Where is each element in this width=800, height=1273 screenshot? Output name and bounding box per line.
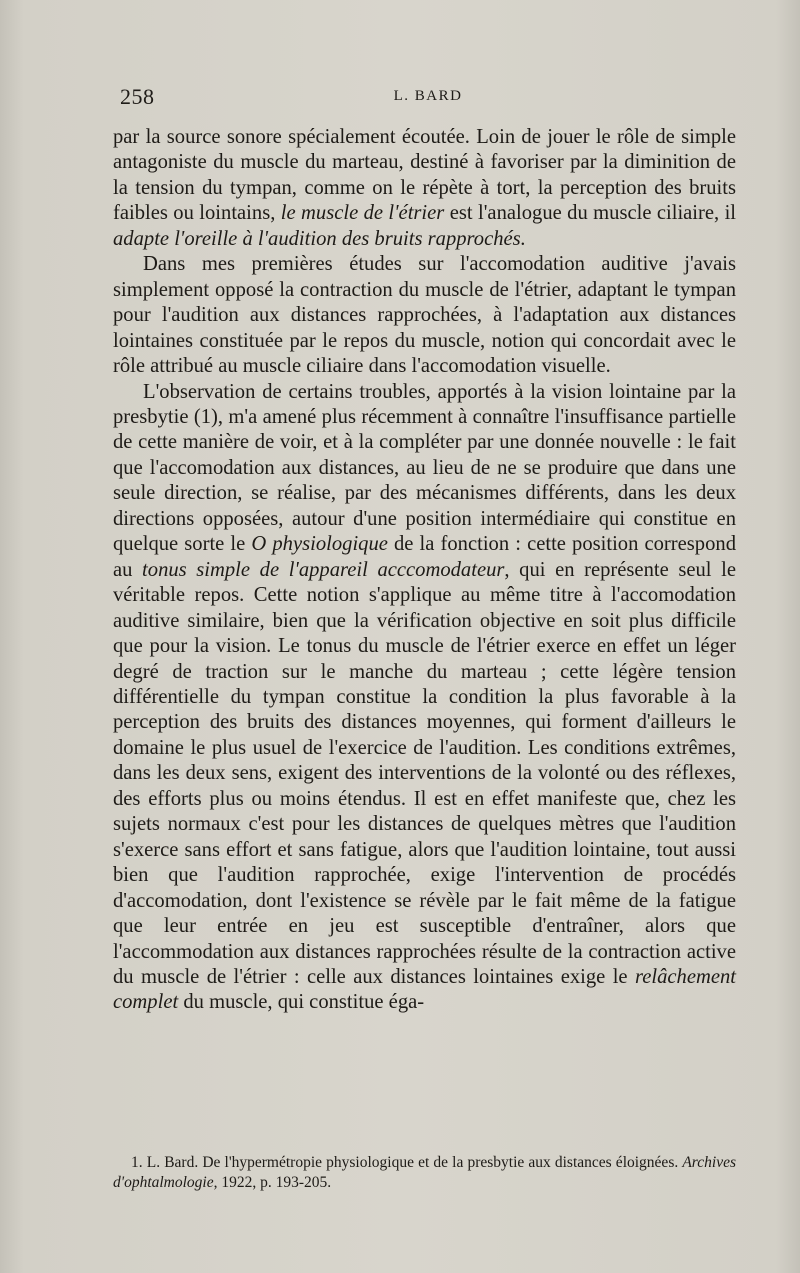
body-text [113, 125, 736, 1016]
text-run: Dans mes premières études sur l'accomodation auditive j'avais simplement opposé la contraction du muscle de l'étrier, adaptant le tympan pour l'audition aux distances rapprochées, à l'adaptation aux distances lointaines constituée par le repos du muscle, notion qui concordait avec le rôle attribué au muscle ciliaire dans l'accomodation visuelle. [113, 253, 736, 378]
text-run: par la source sonore spécialement écoutée. Loin de jouer le rôle de simple antagoniste du muscle du marteau, destiné à favoriser par la diminition de la tension du tympan, comme on le répète à tort, la perception des bruits faibles ou lointains, [113, 126, 736, 225]
text-run: 1. L. Bard. De l'hypermétropie physiologique et de la presbytie aux distances éloignées. [131, 1154, 683, 1171]
italic-run: O physiologique [251, 533, 388, 556]
page-number: 258 [120, 84, 155, 109]
text-run: est l'analogue du muscle ciliaire, il [444, 202, 737, 225]
text-run: du muscle, qui constitue éga- [178, 991, 425, 1014]
text-run: , qui en représente seul le véritable repos. Cette notion s'applique au même titre à l'accomodation auditive similaire, bien que la vérification objective en soit plus difficile que pour la vision. Le tonus du muscle de l'étrier exerce en effet un léger degré de traction sur le manche du marteau ; cette légère tension différentielle du tympan constitue la condition la plus favorable à la perception des bruits des distances moyennes, qui forment d'ailleurs le domaine le plus usuel de l'exercice de l'audition. Les conditions extrêmes, dans les deux sens, exigent des interventions de la volonté ou des réflexes, des efforts plus ou moins étendus. Il est en effet manifeste que, chez les sujets normaux c'est pour les distances de quelques mètres que l'audition s'exerce sans effort et sans fatigue, alors que l'audition lointaine, tout aussi bien que l'audition rapprochée, exige l'intervention de procédés d'accomodation, dont l'existence se révèle par le fait même de la fatigue que leur entrée en jeu est susceptible d'entraîner, alors que l'accommodation aux distances rapprochées résulte de la contraction active du muscle de l'étrier : celle aux distances lointaines exige le [113, 558, 736, 988]
page-header [120, 84, 736, 114]
text-run: , 1922, p. 193-205. [213, 1174, 332, 1191]
italic-run: tonus simple de l'appareil acccomodateur [142, 558, 505, 581]
text-run: de la fonction : cette position correspond au [113, 533, 736, 581]
running-head: L. BARD [393, 88, 463, 104]
footnote [113, 1153, 736, 1193]
italic-run: le muscle de l'étrier [280, 202, 445, 225]
text-run: L'observation de certains troubles, apportés à la vision lointaine par la presbytie (1), m'a amené plus récemment à connaître l'insuffisance partielle de cette manière de voir, et à la compléter par une donnée nouvelle : le fait que l'accomodation aux distances, au lieu de ne se produire que dans une seule direction, se réalise, par des mécanismes différents, dans les deux directions opposées, autour d'une position intermédiaire qui constitue en quelque sorte le [113, 380, 736, 556]
italic-run: Archives d'ophtalmologie [113, 1154, 736, 1191]
italic-run: relâchement complet [113, 965, 736, 1014]
italic-run: adapte l'oreille à l'audition des bruits rapprochés. [113, 227, 526, 250]
paragraph [113, 252, 736, 379]
paragraph [113, 125, 736, 252]
paragraph [113, 380, 736, 1016]
